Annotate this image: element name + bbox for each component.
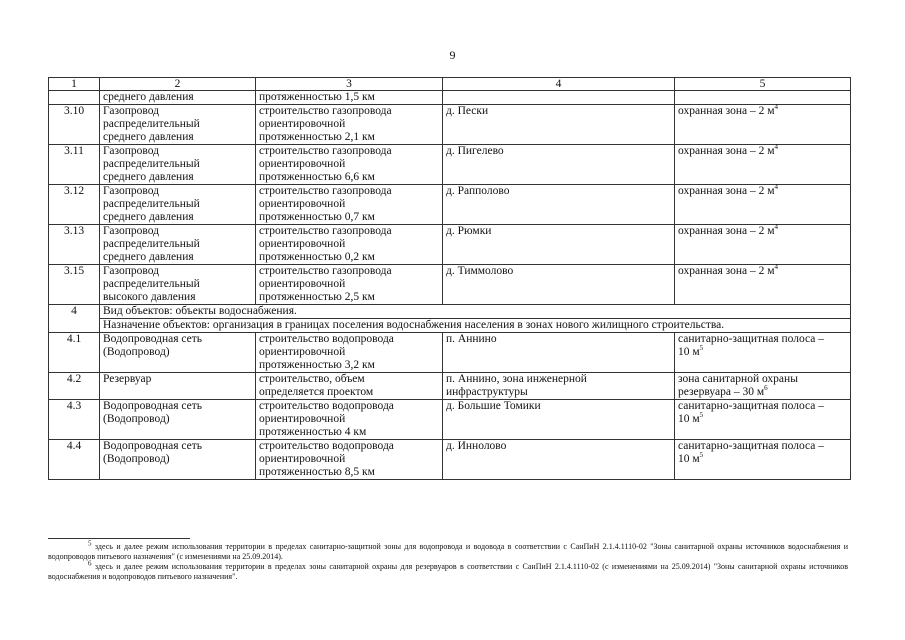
object-description: строительство газопровода ориентировочной протяженностью 0,2 км xyxy=(256,225,443,265)
zone-text: охранная зона – 2 м xyxy=(678,145,775,157)
header-cell: 1 xyxy=(49,78,100,91)
footnote-ref: 5 xyxy=(699,344,704,353)
object-description: строительство водопровода ориентировочной протяженностью 4 км xyxy=(256,400,443,440)
zone-cell xyxy=(675,265,851,305)
footnote-ref: 5 xyxy=(699,411,704,420)
footnote xyxy=(48,559,848,582)
footnote-ref: 4 xyxy=(774,183,779,192)
section-row xyxy=(49,305,851,319)
object-description: протяженностью 1,5 км xyxy=(256,91,443,105)
row-number xyxy=(49,91,100,105)
zone-text: санитарно-защитная полоса – 10 м xyxy=(678,400,825,425)
object-location: д. Пески xyxy=(443,105,675,145)
zone-cell xyxy=(675,145,851,185)
row-number: 3.11 xyxy=(49,145,100,185)
row-number: 4.3 xyxy=(49,400,100,440)
header-cell: 4 xyxy=(443,78,675,91)
footnote-ref: 6 xyxy=(764,384,768,393)
section-kind: Вид объектов: объекты водоснабжения. xyxy=(100,305,851,319)
zone-cell xyxy=(675,373,851,400)
section-row xyxy=(49,319,851,333)
zone-cell xyxy=(675,91,851,105)
object-location: д. Тиммолово xyxy=(443,265,675,305)
table-row xyxy=(49,105,851,145)
row-number: 3.10 xyxy=(49,105,100,145)
footnote-ref: 4 xyxy=(774,103,779,112)
objects-table xyxy=(48,77,851,480)
table-row xyxy=(49,91,851,105)
table-row xyxy=(49,185,851,225)
object-location: д. Пигелево xyxy=(443,145,675,185)
object-name: Газопровод распределительный среднего давления xyxy=(100,105,256,145)
header-cell: 3 xyxy=(256,78,443,91)
footnote-mark: 6 xyxy=(88,559,92,568)
object-description: строительство газопровода ориентировочной протяженностью 6,6 км xyxy=(256,145,443,185)
zone-text: санитарно-защитная полоса – 10 м xyxy=(678,333,825,358)
object-description: строительство водопровода ориентировочной протяженностью 3,2 км xyxy=(256,333,443,373)
footnotes xyxy=(48,539,848,582)
row-number: 4.1 xyxy=(49,333,100,373)
object-name: Резервуар xyxy=(100,373,256,400)
object-location: д. Рюмки xyxy=(443,225,675,265)
object-name: среднего давления xyxy=(100,91,256,105)
footnote-ref: 4 xyxy=(774,143,779,152)
object-location: д. Иннолово xyxy=(443,440,675,480)
object-name: Газопровод распределительный среднего давления xyxy=(100,225,256,265)
zone-text: зона санитарной охраны резервуара – 30 м xyxy=(678,373,798,398)
zone-cell xyxy=(675,333,851,373)
zone-text: охранная зона – 2 м xyxy=(678,185,775,197)
row-number: 3.12 xyxy=(49,185,100,225)
header-row xyxy=(49,78,851,91)
object-location xyxy=(443,91,675,105)
object-location: п. Аннино xyxy=(443,333,675,373)
footnote-mark: 5 xyxy=(88,539,92,548)
table-row xyxy=(49,440,851,480)
object-name: Газопровод распределительный среднего давления xyxy=(100,145,256,185)
object-name: Газопровод распределительный высокого давления xyxy=(100,265,256,305)
footnote xyxy=(48,539,848,562)
table-row xyxy=(49,333,851,373)
row-number: 4.2 xyxy=(49,373,100,400)
row-number: 3.15 xyxy=(49,265,100,305)
table-row xyxy=(49,265,851,305)
zone-cell xyxy=(675,440,851,480)
zone-cell xyxy=(675,225,851,265)
table-row xyxy=(49,145,851,185)
table-row xyxy=(49,400,851,440)
footnote-ref: 4 xyxy=(774,263,779,272)
zone-cell xyxy=(675,185,851,225)
object-description: строительство водопровода ориентировочной протяженностью 8,5 км xyxy=(256,440,443,480)
footnote-text: здесь и далее режим использования территории в пределах зоны санитарной охраны для резервуаров в соответствии с СанПиН 2.1.4.1110-02 (с изменениями на 25.09.2014) "Зоны санитарной охраны источников водоснабжения и водопроводов питьевого назначения". xyxy=(48,562,848,581)
zone-cell xyxy=(675,400,851,440)
zone-text: охранная зона – 2 м xyxy=(678,225,775,237)
footnote-separator xyxy=(48,538,190,539)
object-description: строительство, объем определяется проектом xyxy=(256,373,443,400)
page-number: 9 xyxy=(449,48,456,62)
object-name: Водопроводная сеть (Водопровод) xyxy=(100,400,256,440)
object-location: д. Большие Томики xyxy=(443,400,675,440)
object-location: п. Аннино, зона инженерной инфраструктуры xyxy=(443,373,675,400)
object-description: строительство газопровода ориентировочной протяженностью 2,1 км xyxy=(256,105,443,145)
table-row xyxy=(49,373,851,400)
object-location: д. Рапполово xyxy=(443,185,675,225)
header-cell: 5 xyxy=(675,78,851,91)
zone-text: охранная зона – 2 м xyxy=(678,105,775,117)
section-purpose: Назначение объектов: организация в границах поселения водоснабжения населения в зонах нового жилищного строительства. xyxy=(100,319,851,333)
footnote-text: здесь и далее режим использования территории в пределах санитарно-защитной зоны для водопровода и водовода в соответствии с СанПиН 2.1.4.1110-02 "Зоны санитарной охраны источников водоснабжения и водопроводов питьевого назначения" (с изменениями на 25.09.2014). xyxy=(48,542,848,561)
zone-cell xyxy=(675,105,851,145)
zone-text: санитарно-защитная полоса – 10 м xyxy=(678,440,825,465)
object-name: Водопроводная сеть (Водопровод) xyxy=(100,333,256,373)
row-number: 3.13 xyxy=(49,225,100,265)
section-number: 4 xyxy=(49,305,100,333)
header-cell: 2 xyxy=(100,78,256,91)
footnote-ref: 4 xyxy=(774,223,779,232)
object-description: строительство газопровода ориентировочной протяженностью 0,7 км xyxy=(256,185,443,225)
zone-text: охранная зона – 2 м xyxy=(678,265,775,277)
object-name: Водопроводная сеть (Водопровод) xyxy=(100,440,256,480)
object-name: Газопровод распределительный среднего давления xyxy=(100,185,256,225)
table-row xyxy=(49,225,851,265)
object-description: строительство газопровода ориентировочной протяженностью 2,5 км xyxy=(256,265,443,305)
row-number: 4.4 xyxy=(49,440,100,480)
footnote-ref: 5 xyxy=(699,451,704,460)
